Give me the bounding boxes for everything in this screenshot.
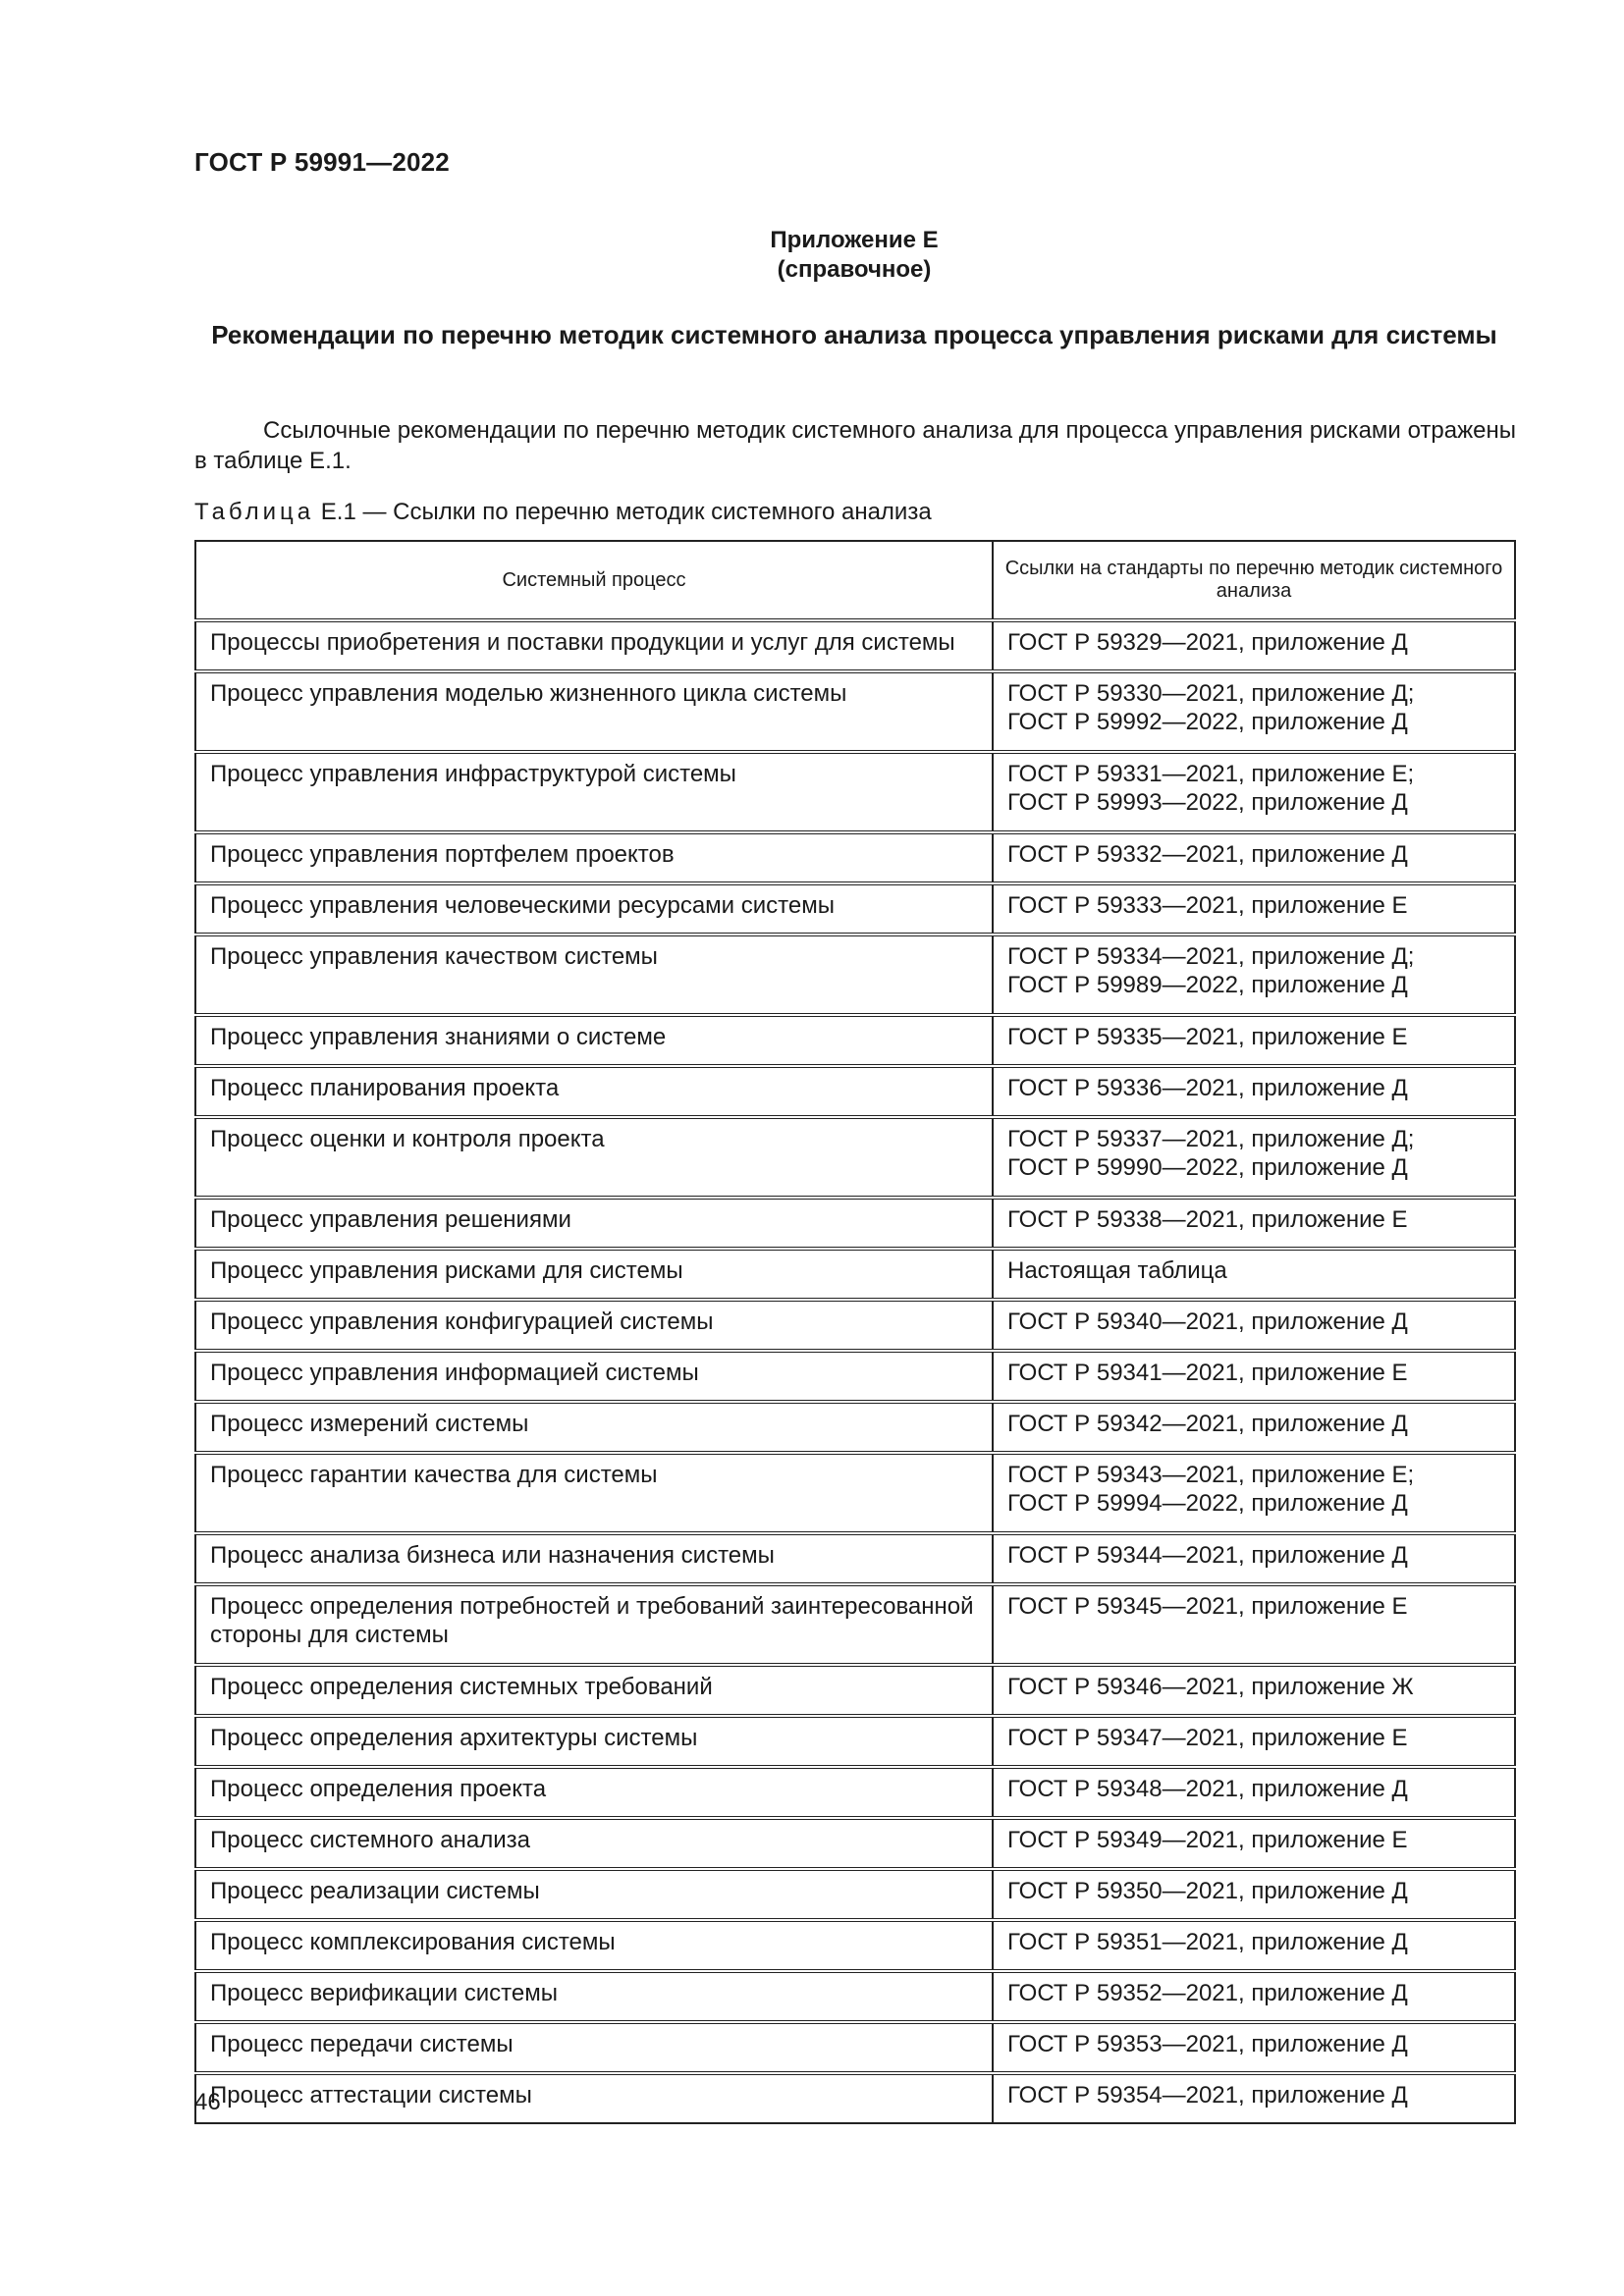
process-cell: Процесс управления конфигурацией системы: [195, 1300, 993, 1351]
reference-line: ГОСТ Р 59340—2021, приложение Д: [1007, 1308, 1408, 1335]
references-cell: [993, 620, 1515, 671]
references-cell: [993, 1015, 1515, 1066]
table-row: [195, 1198, 1515, 1249]
column-header-process: Системный процесс: [195, 541, 993, 620]
reference-line: ГОСТ Р 59338—2021, приложение Е: [1007, 1206, 1408, 1233]
appendix-subtitle: (справочное): [777, 256, 932, 283]
process-cell: Процесс передачи системы: [195, 2022, 993, 2073]
table-row: [195, 1351, 1515, 1402]
process-cell: Процесс определения системных требований: [195, 1665, 993, 1716]
table-row: [195, 1015, 1515, 1066]
reference-line: ГОСТ Р 59330—2021, приложение Д;: [1007, 680, 1415, 707]
table-row: [195, 934, 1515, 1015]
references-table: [194, 540, 1516, 2124]
section-heading: Рекомендации по перечню методик системного анализа процесса управления рисками для системы: [211, 320, 1497, 349]
process-cell: Процесс определения архитектуры системы: [195, 1716, 993, 1767]
references-cell: [993, 2073, 1515, 2123]
references-cell: [993, 1818, 1515, 1869]
references-cell: [993, 671, 1515, 752]
references-cell: [993, 1920, 1515, 1971]
process-cell: Процесс гарантии качества для системы: [195, 1453, 993, 1533]
process-cell: Процесс управления рисками для системы: [195, 1249, 993, 1300]
reference-line: ГОСТ Р 59992—2022, приложение Д: [1007, 709, 1408, 735]
table-caption-word: Таблица: [194, 499, 315, 525]
reference-line: ГОСТ Р 59349—2021, приложение Е: [1007, 1827, 1408, 1853]
document-code: ГОСТ Р 59991—2022: [194, 147, 450, 177]
process-cell: Процесс планирования проекта: [195, 1066, 993, 1117]
references-cell: [993, 1453, 1515, 1533]
table-row: [195, 1665, 1515, 1716]
references-cell: [993, 832, 1515, 883]
process-cell: Процесс управления информацией системы: [195, 1351, 993, 1402]
appendix-title: Приложение Е: [770, 227, 939, 253]
reference-line: ГОСТ Р 59994—2022, приложение Д: [1007, 1490, 1408, 1517]
references-cell: [993, 883, 1515, 934]
references-cell: [993, 1533, 1515, 1584]
references-cell: [993, 1066, 1515, 1117]
references-cell: [993, 2022, 1515, 2073]
reference-line: ГОСТ Р 59350—2021, приложение Д: [1007, 1878, 1408, 1904]
reference-line: ГОСТ Р 59337—2021, приложение Д;: [1007, 1126, 1415, 1152]
table-row: [195, 1971, 1515, 2022]
reference-line: ГОСТ Р 59336—2021, приложение Д: [1007, 1075, 1408, 1101]
references-cell: [993, 752, 1515, 832]
table-row: [195, 1584, 1515, 1665]
table-header-row: [195, 541, 1515, 620]
reference-line: ГОСТ Р 59329—2021, приложение Д: [1007, 629, 1408, 656]
reference-line: ГОСТ Р 59353—2021, приложение Д: [1007, 2031, 1408, 2057]
references-cell: [993, 1716, 1515, 1767]
process-cell: Процесс реализации системы: [195, 1869, 993, 1920]
table-row: [195, 1117, 1515, 1198]
table-row: [195, 1716, 1515, 1767]
process-cell: Процесс управления решениями: [195, 1198, 993, 1249]
table-row: [195, 1533, 1515, 1584]
intro-text: Ссылочные рекомендации по перечню методик системного анализа для процесса управления рисками отражены в таблице Е.1.: [194, 417, 1516, 474]
process-cell: Процесс верификации системы: [195, 1971, 993, 2022]
references-cell: [993, 1300, 1515, 1351]
process-cell: Процесс управления качеством системы: [195, 934, 993, 1015]
reference-line: ГОСТ Р 59990—2022, приложение Д: [1007, 1154, 1408, 1181]
reference-line: ГОСТ Р 59343—2021, приложение Е;: [1007, 1462, 1415, 1488]
table-row: [195, 1920, 1515, 1971]
process-cell: Процесс системного анализа: [195, 1818, 993, 1869]
process-cell: Процесс определения проекта: [195, 1767, 993, 1818]
references-cell: [993, 1402, 1515, 1453]
process-cell: Процесс определения потребностей и требований заинтересованной стороны для системы: [195, 1584, 993, 1665]
table-row: [195, 620, 1515, 671]
references-cell: [993, 1665, 1515, 1716]
references-cell: [993, 1971, 1515, 2022]
table-caption: [194, 499, 932, 526]
intro-paragraph: [194, 415, 1516, 476]
process-cell: Процессы приобретения и поставки продукции и услуг для системы: [195, 620, 993, 671]
table-body: [195, 620, 1515, 2123]
reference-line: ГОСТ Р 59345—2021, приложение Е: [1007, 1593, 1408, 1620]
references-cell: [993, 1198, 1515, 1249]
process-cell: Процесс управления знаниями о системе: [195, 1015, 993, 1066]
references-cell: [993, 1117, 1515, 1198]
references-cell: [993, 1351, 1515, 1402]
table-row: [195, 883, 1515, 934]
reference-line: Настоящая таблица: [1007, 1257, 1227, 1284]
reference-line: ГОСТ Р 59332—2021, приложение Д: [1007, 841, 1408, 868]
reference-line: ГОСТ Р 59989—2022, приложение Д: [1007, 972, 1408, 998]
reference-line: ГОСТ Р 59347—2021, приложение Е: [1007, 1725, 1408, 1751]
references-cell: [993, 934, 1515, 1015]
table-row: [195, 1453, 1515, 1533]
reference-line: ГОСТ Р 59335—2021, приложение Е: [1007, 1024, 1408, 1050]
reference-line: ГОСТ Р 59331—2021, приложение Е;: [1007, 761, 1415, 787]
reference-line: ГОСТ Р 59348—2021, приложение Д: [1007, 1776, 1408, 1802]
process-cell: Процесс анализа бизнеса или назначения системы: [195, 1533, 993, 1584]
table-row: [195, 1249, 1515, 1300]
reference-line: ГОСТ Р 59993—2022, приложение Д: [1007, 789, 1408, 816]
references-cell: [993, 1249, 1515, 1300]
table-row: [195, 1300, 1515, 1351]
reference-line: ГОСТ Р 59344—2021, приложение Д: [1007, 1542, 1408, 1569]
reference-line: ГОСТ Р 59351—2021, приложение Д: [1007, 1929, 1408, 1955]
process-cell: Процесс управления портфелем проектов: [195, 832, 993, 883]
table-row: [195, 1818, 1515, 1869]
process-cell: Процесс аттестации системы: [195, 2073, 993, 2123]
process-cell: Процесс измерений системы: [195, 1402, 993, 1453]
reference-line: ГОСТ Р 59334—2021, приложение Д;: [1007, 943, 1415, 970]
reference-line: ГОСТ Р 59354—2021, приложение Д: [1007, 2082, 1408, 2109]
table-row: [195, 1066, 1515, 1117]
table-row: [195, 1767, 1515, 1818]
process-cell: Процесс управления моделью жизненного цикла системы: [195, 671, 993, 752]
table-row: [195, 752, 1515, 832]
reference-line: ГОСТ Р 59341—2021, приложение Е: [1007, 1360, 1408, 1386]
reference-line: ГОСТ Р 59346—2021, приложение Ж: [1007, 1674, 1414, 1700]
table-row: [195, 671, 1515, 752]
page-number: 46: [194, 2089, 221, 2115]
table-caption-text: Е.1 — Ссылки по перечню методик системного анализа: [320, 499, 932, 525]
reference-line: ГОСТ Р 59352—2021, приложение Д: [1007, 1980, 1408, 2006]
process-cell: Процесс управления человеческими ресурсами системы: [195, 883, 993, 934]
table-row: [195, 832, 1515, 883]
references-cell: [993, 1767, 1515, 1818]
references-cell: [993, 1584, 1515, 1665]
reference-line: ГОСТ Р 59333—2021, приложение Е: [1007, 892, 1408, 919]
column-header-references: Ссылки на стандарты по перечню методик системного анализа: [993, 541, 1515, 620]
table-row: [195, 2073, 1515, 2123]
process-cell: Процесс управления инфраструктурой системы: [195, 752, 993, 832]
references-cell: [993, 1869, 1515, 1920]
process-cell: Процесс оценки и контроля проекта: [195, 1117, 993, 1198]
reference-line: ГОСТ Р 59342—2021, приложение Д: [1007, 1411, 1408, 1437]
table-row: [195, 2022, 1515, 2073]
table-row: [195, 1402, 1515, 1453]
table-row: [195, 1869, 1515, 1920]
process-cell: Процесс комплексирования системы: [195, 1920, 993, 1971]
